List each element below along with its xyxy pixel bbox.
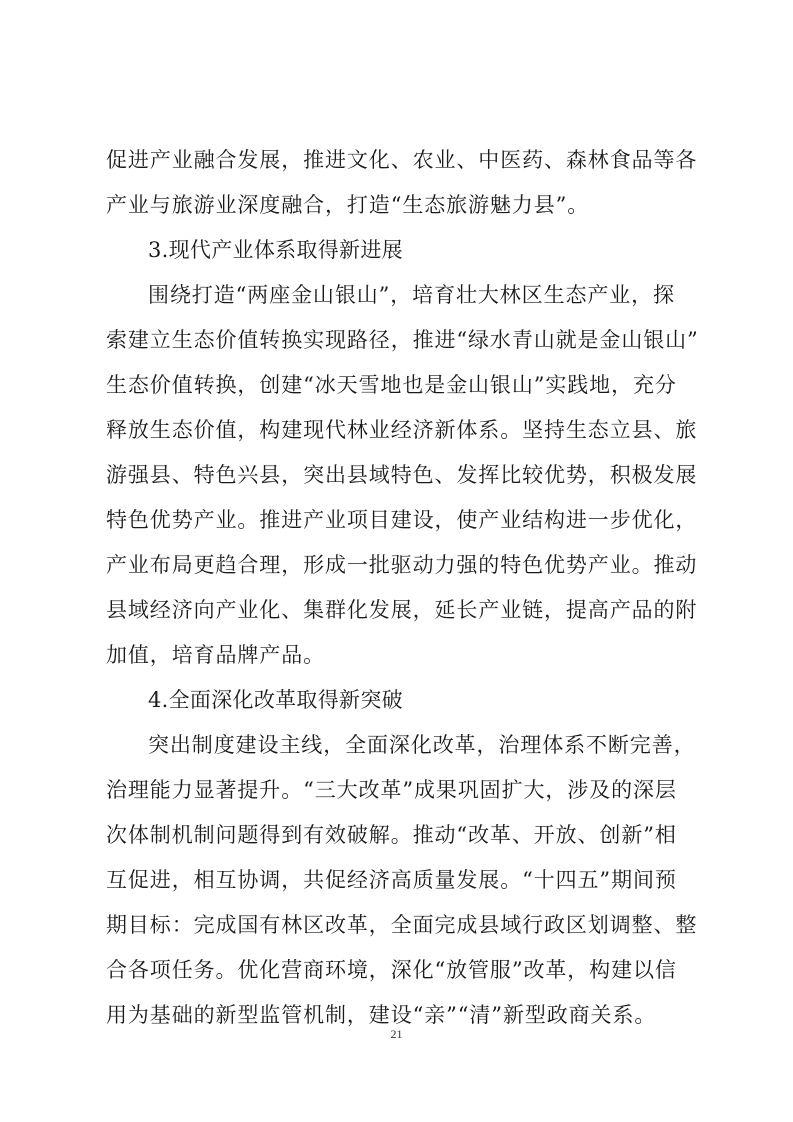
section-heading-4: 4.全面深化改革取得新突破 xyxy=(148,688,403,712)
body-line: 围绕打造“两座金山银山”，培育壮大林区生态产业，探 xyxy=(148,283,675,307)
body-line: 互促进，相互协调，共促经济高质量发展。“十四五”期间预 xyxy=(106,868,677,892)
body-line: 突出制度建设主线，全面深化改革，治理体系不断完善， xyxy=(148,733,696,757)
body-line: 游强县、特色兴县，突出县域特色、发挥比较优势，积极发展 xyxy=(106,463,698,487)
body-line: 索建立生态价值转换实现路径，推进“绿水青山就是金山银山” xyxy=(106,328,699,352)
body-line: 县域经济向产业化、集群化发展，延长产业链，提高产品的附 xyxy=(106,598,698,622)
body-line: 合各项任务。优化营商环境，深化“放管服”改革，构建以信 xyxy=(106,958,677,982)
body-line: 产业布局更趋合理，形成一批驱动力强的特色优势产业。推动 xyxy=(106,553,698,577)
body-line: 释放生态价值，构建现代林业经济新体系。坚持生态立县、旅 xyxy=(106,418,698,442)
body-line: 促进产业融合发展，推进文化、农业、中医药、森林食品等各 xyxy=(106,148,698,172)
body-line: 生态价值转换，创建“冰天雪地也是金山银山”实践地，充分 xyxy=(106,373,677,397)
body-line: 用为基础的新型监管机制，建设“亲”“清”新型政商关系。 xyxy=(106,1003,657,1027)
body-line: 产业与旅游业深度融合，打造“生态旅游魅力县”。 xyxy=(106,193,590,217)
body-line: 加值，培育品牌产品。 xyxy=(106,643,325,667)
body-line: 期目标：完成国有林区改革，全面完成县域行政区划调整、整 xyxy=(106,913,698,937)
page-number: 21 xyxy=(390,1027,403,1041)
body-line: 治理能力显著提升。“三大改革”成果巩固扩大，涉及的深层 xyxy=(106,778,677,802)
section-heading-3: 3.现代产业体系取得新进展 xyxy=(148,238,403,262)
body-line: 特色优势产业。推进产业项目建设，使产业结构进一步优化， xyxy=(106,508,698,532)
body-line: 次体制机制问题得到有效破解。推动“改革、开放、创新”相 xyxy=(106,823,677,847)
